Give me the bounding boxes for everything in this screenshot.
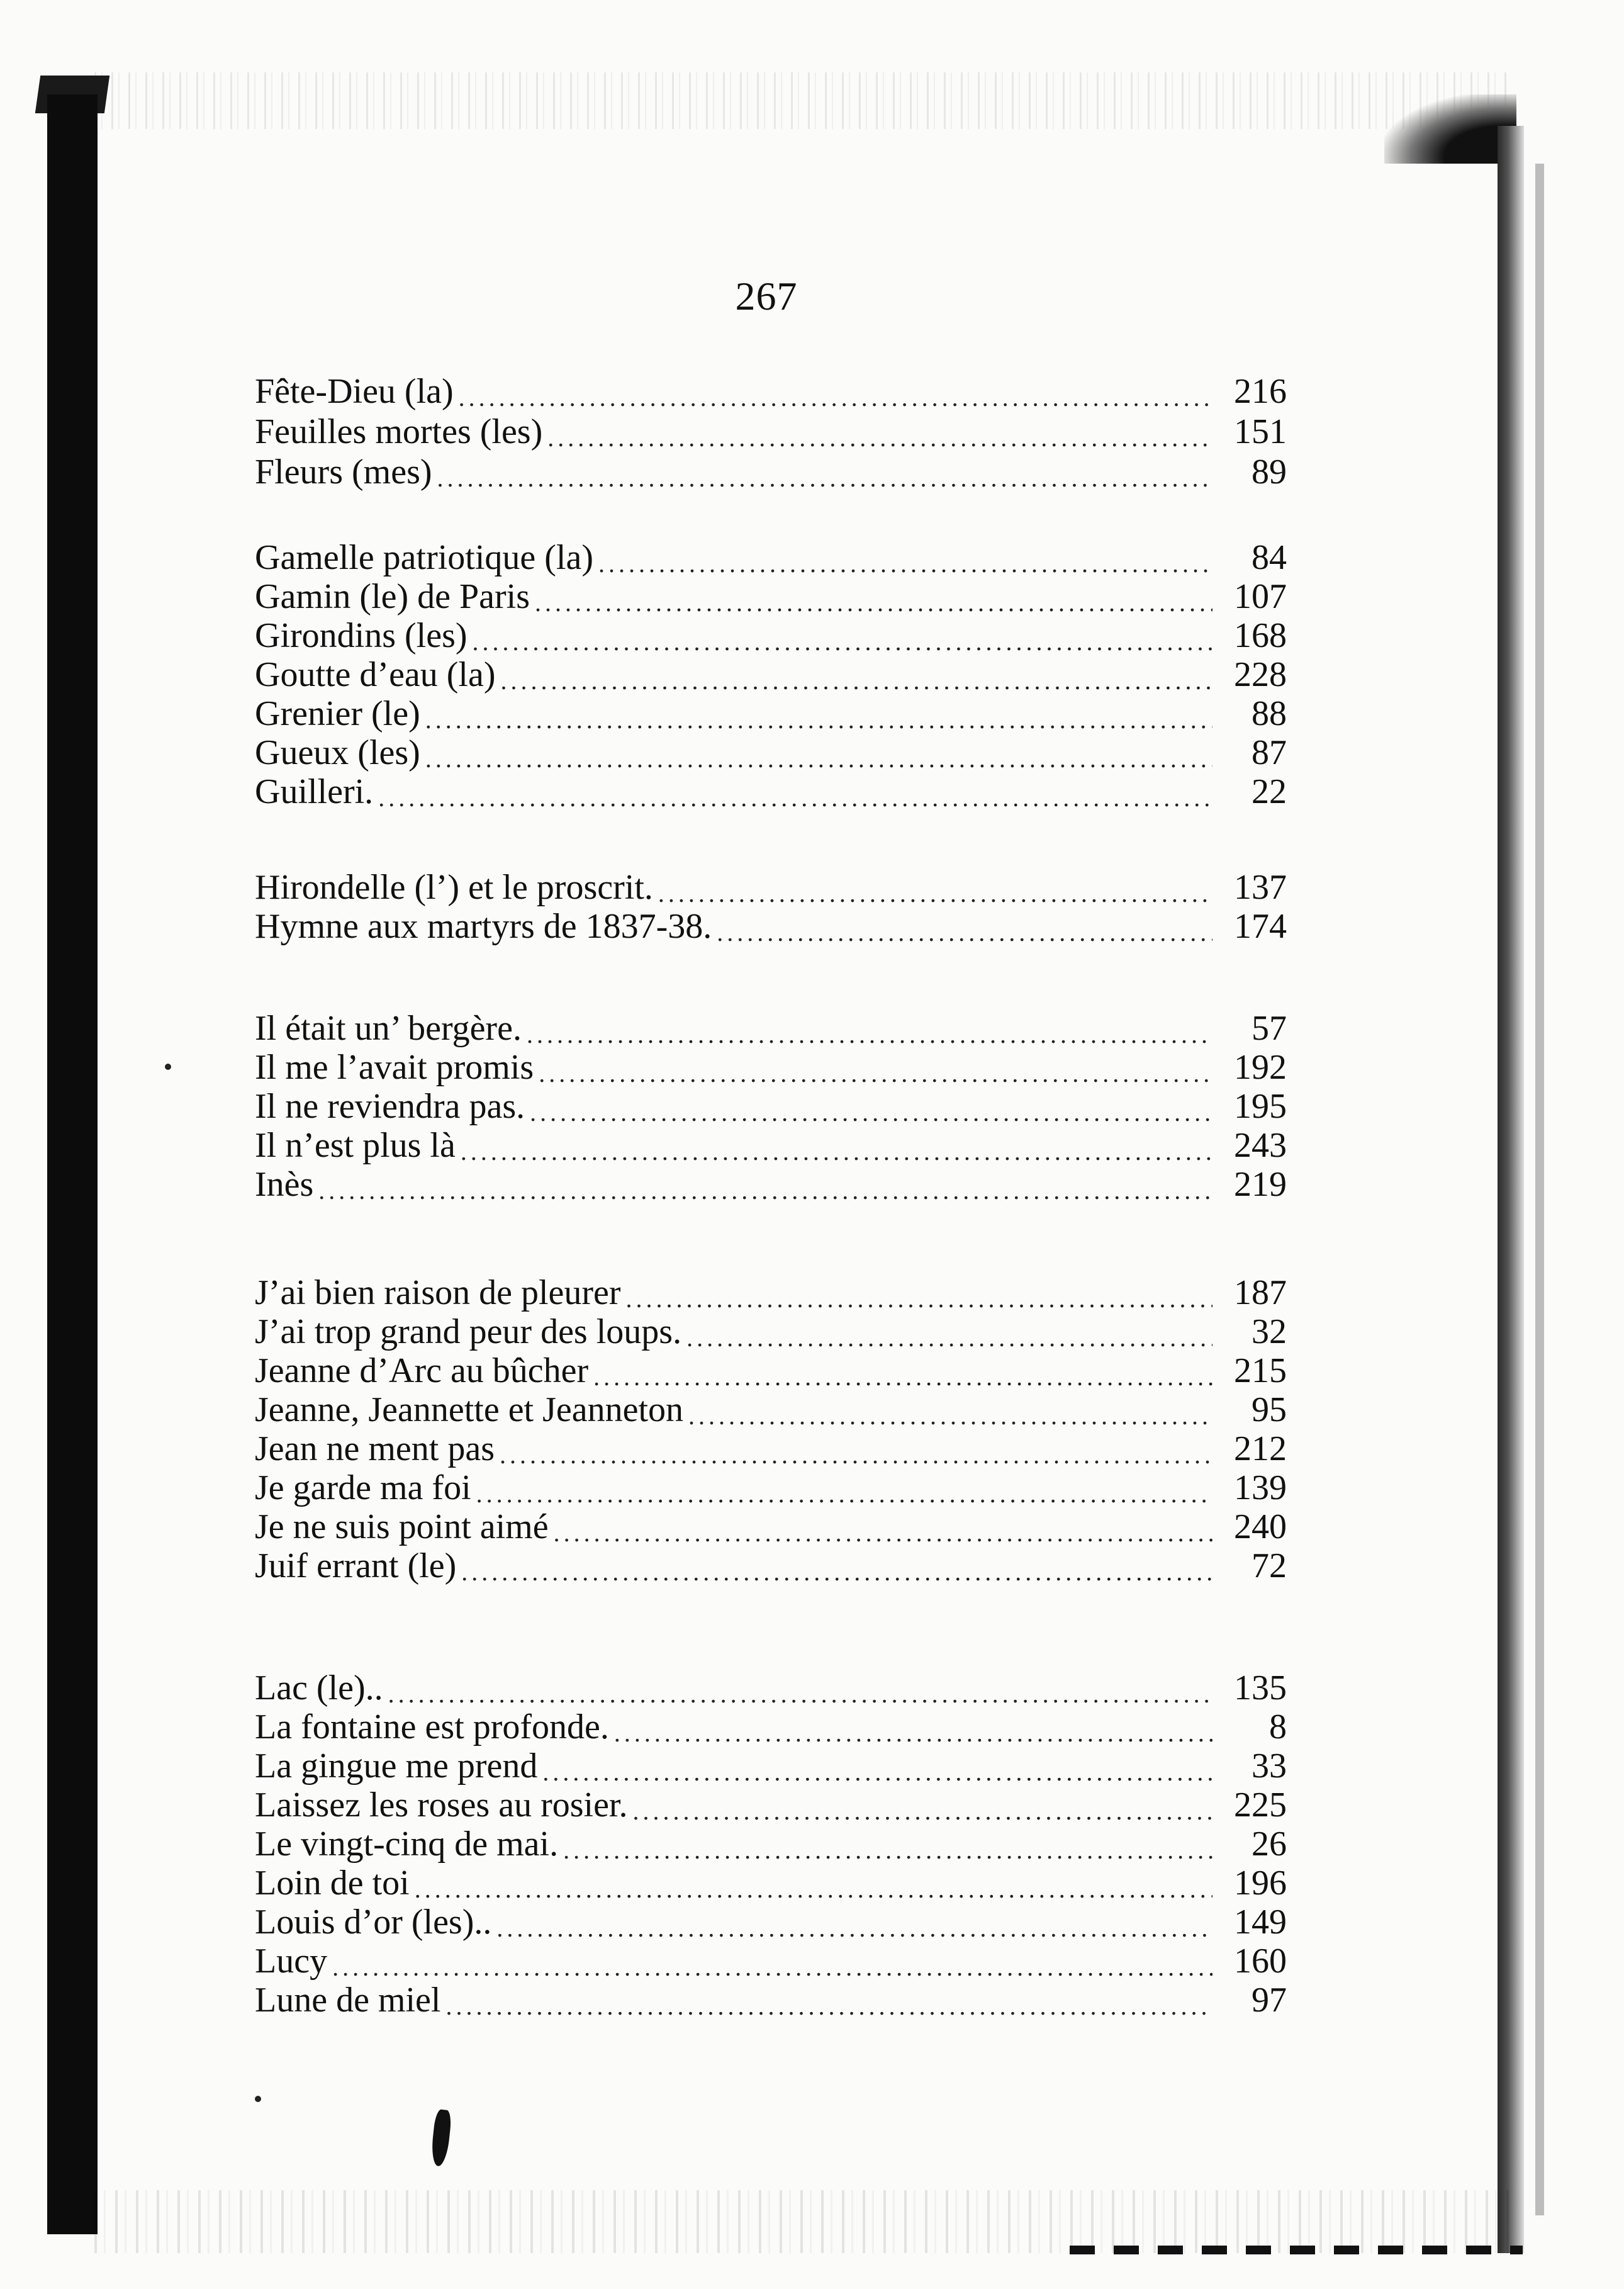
leader-dots (535, 578, 1212, 616)
entry-title: Hirondelle (l’) et le proscrit. (255, 868, 653, 907)
leader-dots (425, 695, 1212, 733)
index-entry (255, 1010, 1287, 1047)
entry-page: 95 (1252, 1390, 1287, 1429)
binding-shadow-left (47, 94, 98, 2234)
entry-title: Fête-Dieu (la) (255, 372, 454, 411)
index-entry (255, 1708, 1287, 1746)
entry-title: Il n’est plus là (255, 1126, 456, 1165)
entry-page: 215 (1234, 1351, 1287, 1390)
entry-title: Lac (le).. (255, 1668, 383, 1707)
entry-page: 89 (1252, 453, 1287, 492)
leader-dots (542, 1747, 1212, 1785)
index-entry (255, 869, 1287, 906)
entry-title: Hymne aux martyrs de 1837-38. (255, 907, 712, 946)
leader-dots (461, 1547, 1212, 1585)
entry-title: Je garde ma foi (255, 1468, 471, 1507)
entry-page: 225 (1234, 1786, 1287, 1825)
entry-title: Inès (255, 1165, 314, 1204)
leader-dots (388, 1669, 1212, 1707)
index-entry (255, 1088, 1287, 1125)
leader-dots (459, 373, 1212, 410)
leader-dots (318, 1166, 1212, 1203)
leader-dots (425, 734, 1212, 772)
entry-title: La fontaine est profonde. (255, 1707, 609, 1746)
leader-dots (415, 1864, 1212, 1902)
scan-shadow-corner (1384, 94, 1516, 164)
entry-title: J’ai trop grand peur des loups. (255, 1312, 682, 1351)
index-entry (255, 1508, 1287, 1546)
entry-page: 160 (1234, 1942, 1287, 1981)
leader-dots (476, 1469, 1212, 1507)
entry-title: Laissez les roses au rosier. (255, 1786, 628, 1825)
entry-title: Il me l’avait promis (255, 1048, 534, 1087)
leader-dots (598, 539, 1212, 576)
entry-page: 174 (1234, 907, 1287, 946)
index-entry (255, 1942, 1287, 1980)
entry-page: 240 (1234, 1507, 1287, 1546)
leader-dots (539, 1049, 1212, 1086)
leader-dots (626, 1274, 1212, 1312)
leader-dots (500, 656, 1212, 694)
leader-dots (563, 1825, 1212, 1863)
index-entry (255, 1981, 1287, 2019)
entry-page: 168 (1234, 616, 1287, 655)
leader-dots (632, 1786, 1212, 1824)
entry-page: 151 (1234, 412, 1287, 451)
ink-blot (430, 2109, 452, 2167)
entry-title: Gamin (le) de Paris (255, 577, 530, 616)
index-entry (255, 1903, 1287, 1941)
leader-dots (496, 1903, 1212, 1941)
entry-title: Il ne reviendra pas. (255, 1087, 525, 1126)
entry-title: J’ai bien raison de pleurer (255, 1273, 621, 1312)
entry-page: 137 (1234, 868, 1287, 907)
entry-page: 107 (1234, 577, 1287, 616)
leader-dots (332, 1942, 1212, 1980)
index-entry (255, 734, 1287, 772)
page-edge-shadow-right (1498, 126, 1524, 2253)
index-entry (255, 578, 1287, 616)
entry-title: Juif errant (le) (255, 1546, 457, 1585)
index-entry (255, 908, 1287, 945)
index-entry (255, 1352, 1287, 1390)
entry-title: Lune de miel (255, 1981, 441, 2020)
entry-page: 192 (1234, 1048, 1287, 1087)
entry-page: 32 (1252, 1312, 1287, 1351)
index-entry (255, 695, 1287, 733)
entry-page: 228 (1234, 655, 1287, 694)
entry-title: Feuilles mortes (les) (255, 412, 543, 451)
index-entry (255, 373, 1287, 410)
page-number: 267 (735, 274, 798, 318)
ink-speck (255, 2096, 261, 2102)
leader-dots (527, 1010, 1212, 1047)
entry-page: 149 (1234, 1903, 1287, 1942)
entry-page: 212 (1234, 1429, 1287, 1468)
leader-dots (593, 1352, 1212, 1390)
entry-page: 26 (1252, 1825, 1287, 1864)
entry-page: 195 (1234, 1087, 1287, 1126)
index-entry (255, 1166, 1287, 1203)
leader-dots (378, 773, 1212, 811)
entry-title: Grenier (le) (255, 694, 420, 733)
scan-noise-bottom-bar (1070, 2246, 1523, 2254)
leader-dots (658, 869, 1212, 906)
index-entry (255, 1864, 1287, 1902)
entry-page: 196 (1234, 1864, 1287, 1903)
leader-dots (547, 413, 1212, 451)
index-entry (255, 1274, 1287, 1312)
entry-title: Je ne suis point aimé (255, 1507, 549, 1546)
index-entry (255, 1127, 1287, 1164)
entry-title: Louis d’or (les).. (255, 1903, 492, 1942)
entry-page: 84 (1252, 538, 1287, 577)
entry-page: 22 (1252, 772, 1287, 811)
index-entry (255, 1825, 1287, 1863)
leader-dots (530, 1088, 1212, 1125)
ink-speck (165, 1064, 171, 1070)
leader-dots (614, 1708, 1212, 1746)
leader-dots (686, 1313, 1212, 1351)
index-entry (255, 453, 1287, 491)
index-entry (255, 1747, 1287, 1785)
entry-title: Gueux (les) (255, 733, 420, 772)
leader-dots (717, 908, 1212, 945)
index-entry (255, 773, 1287, 811)
entry-page: 187 (1234, 1273, 1287, 1312)
entry-page: 216 (1234, 372, 1287, 411)
leader-dots (688, 1391, 1212, 1429)
entry-page: 219 (1234, 1165, 1287, 1204)
entry-title: Lucy (255, 1942, 328, 1981)
entry-title: Guilleri. (255, 772, 374, 811)
index-entry (255, 617, 1287, 655)
entry-title: Goutte d’eau (la) (255, 655, 496, 694)
index-entry (255, 1547, 1287, 1585)
entry-title: Girondins (les) (255, 616, 468, 655)
entry-page: 243 (1234, 1126, 1287, 1165)
leader-dots (437, 453, 1212, 491)
scan-noise-top (94, 72, 1510, 129)
scan-noise-bottom (94, 2190, 1510, 2253)
entry-title: Gamelle patriotique (la) (255, 538, 593, 577)
leader-dots (500, 1430, 1212, 1468)
index-entry (255, 1786, 1287, 1824)
index-entry (255, 656, 1287, 694)
entry-page: 8 (1269, 1707, 1287, 1746)
entry-page: 72 (1252, 1546, 1287, 1585)
entry-page: 135 (1234, 1668, 1287, 1707)
entry-page: 97 (1252, 1981, 1287, 2020)
index-entry (255, 413, 1287, 451)
index-entry (255, 1469, 1287, 1507)
entry-title: Jean ne ment pas (255, 1429, 495, 1468)
leader-dots (461, 1127, 1212, 1164)
index-entry (255, 1391, 1287, 1429)
leader-dots (445, 1981, 1212, 2019)
entry-title: Jeanne d’Arc au bûcher (255, 1351, 589, 1390)
index-entry (255, 539, 1287, 576)
entry-title: Le vingt-cinq de mai. (255, 1825, 559, 1864)
entry-title: Loin de toi (255, 1864, 410, 1903)
entry-page: 139 (1234, 1468, 1287, 1507)
entry-page: 57 (1252, 1009, 1287, 1048)
entry-title: La gingue me prend (255, 1746, 538, 1786)
page-edge-line-right (1535, 164, 1544, 2215)
entry-title: Fleurs (mes) (255, 453, 432, 492)
entry-title: Jeanne, Jeannette et Jeanneton (255, 1390, 684, 1429)
entry-page: 33 (1252, 1746, 1287, 1786)
entry-page: 87 (1252, 733, 1287, 772)
leader-dots (473, 617, 1212, 655)
entry-page: 88 (1252, 694, 1287, 733)
index-entry (255, 1049, 1287, 1086)
index-entry (255, 1669, 1287, 1707)
index-entry (255, 1313, 1287, 1351)
leader-dots (554, 1508, 1212, 1546)
index-entry (255, 1430, 1287, 1468)
entry-title: Il était un’ bergère. (255, 1009, 522, 1048)
